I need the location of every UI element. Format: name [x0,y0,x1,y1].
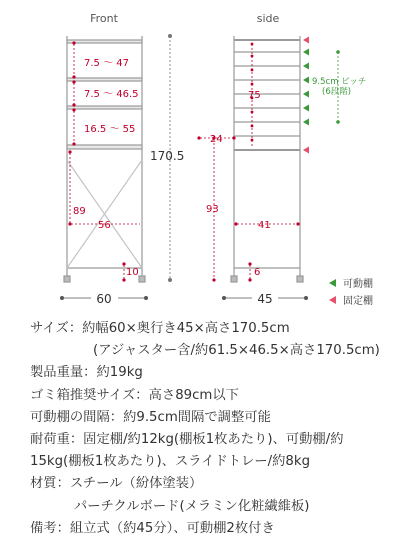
side-view-title: side [256,12,280,25]
side-top-offset-label: 24 [210,134,223,145]
front-width-label: 60 [96,292,112,306]
movable-shelf-marker [303,49,309,126]
legend-fixed-label: 固定棚 [343,296,373,307]
front-shelf-gap-1-label: 7.5 ～ 47 [84,58,129,69]
spec-load-capacity-cont: 15kg(棚板1枚あたり)、スライドトレー/約8kg [30,454,311,470]
spec-material-cont: パーチクルボード(メラミン化粧繊維板) [74,498,310,514]
front-view-title: Front [90,12,118,25]
front-adjuster-label: 10 [126,267,139,278]
side-view-frame [231,36,303,282]
legend-movable-label: 可動棚 [343,279,373,290]
pitch-note-line1: 9.5cm ピッチ [312,77,367,87]
front-view-frame [64,36,145,282]
total-height-label: 170.5 [150,149,185,163]
front-trash-height-label: 89 [73,206,86,217]
side-depth-label: 45 [257,292,273,306]
spec-trash-size: ゴミ箱推奨サイズ：高さ89cm以下 [30,387,239,403]
spec-notes: 備考：組立式（約45分）、可動棚2枚付き [30,520,275,536]
side-trash-depth-label: 41 [258,220,271,231]
side-adjuster-label: 6 [254,267,261,278]
legend-movable-icon [329,279,336,287]
spec-size-with-adjuster: (アジャスター含/約61.5×46.5×高さ170.5cm) [93,343,380,359]
spec-material: 材質：スチール（紛体塗装） [30,476,203,492]
spec-shelf-interval: 可動棚の間隔：約9.5cm間隔で調整可能 [30,409,271,425]
product-specs [30,318,415,540]
front-shelf-gap-3-label: 16.5 ～ 55 [84,124,136,135]
front-shelf-gap-2-label: 7.5 ～ 46.5 [84,89,139,100]
front-trash-width-label: 56 [98,220,111,231]
spec-size: サイズ：約幅60×奥行き45×高さ170.5cm [30,321,290,336]
spec-weight: 製品重量：約19kg [30,365,143,381]
legend-fixed-icon [329,296,336,304]
side-upper-label: 75 [248,90,261,101]
side-trash-height-label: 93 [206,204,219,215]
spec-load-capacity: 耐荷重：固定棚/約12kg(棚板1枚あたり)、可動棚/約 [30,432,344,448]
pitch-note-line2: (6段階) [322,87,352,97]
